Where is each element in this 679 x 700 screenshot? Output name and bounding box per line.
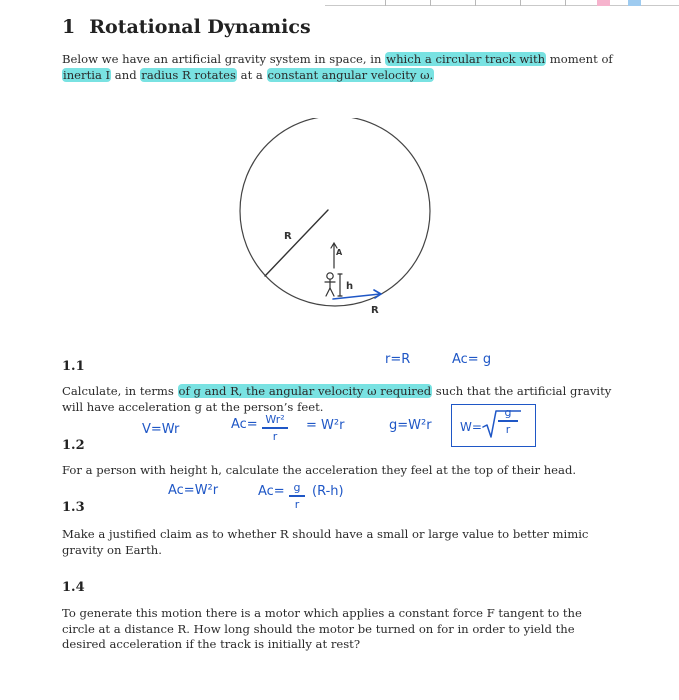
track-drawing xyxy=(230,118,440,323)
question-1-2-text: For a person with height h, calculate the acceleration they feel at the top of their head. xyxy=(62,463,577,477)
fraction-bar xyxy=(262,427,288,429)
handwritten-w-lhs: W= xyxy=(460,420,482,434)
intro-text: and xyxy=(111,67,141,82)
radius-line xyxy=(265,210,328,276)
fraction-numerator: g xyxy=(504,406,512,419)
intro-text: at a xyxy=(236,67,267,82)
fraction-bar xyxy=(289,495,305,497)
handwritten-ac-equals-g: Ac= g xyxy=(452,352,492,367)
fraction-denominator: r xyxy=(505,422,511,436)
toolbar-tick xyxy=(430,0,431,6)
section-title-text: Rotational Dynamics xyxy=(89,16,311,38)
intro-paragraph xyxy=(62,52,617,83)
handwritten-v-equals-wr: V=Wr xyxy=(142,422,180,437)
toolbar-tick xyxy=(385,0,386,6)
question-1-4-text: To generate this motion there is a motor which applies a constant force F tangent to the circle at a distance R. How long should the motor be turned on for in order to yield the desired acceleration if the track is initially at rest? xyxy=(62,606,582,651)
question-1-3-number: 1.3 xyxy=(62,500,85,515)
toolbar-divider xyxy=(325,5,679,6)
height-bracket xyxy=(338,274,342,296)
pink-highlighter-swatch[interactable] xyxy=(597,0,610,6)
question-highlight: of g and R, the angular velocity ω required xyxy=(178,384,432,398)
handwritten-ac3-lhs: Ac= xyxy=(258,484,285,499)
blue-highlighter-swatch[interactable] xyxy=(628,0,641,6)
top-toolbar-edge xyxy=(325,0,679,6)
section-title xyxy=(62,16,311,38)
accel-label: A xyxy=(336,248,343,257)
handwritten-g-equals-w2r: g=W²r xyxy=(389,418,432,433)
handwritten-w-fraction xyxy=(498,406,518,436)
section-number: 1 xyxy=(62,16,76,38)
handwritten-ac3-fraction xyxy=(289,481,305,511)
question-1-2-number: 1.2 xyxy=(62,438,85,453)
intro-highlight: inertia I xyxy=(63,67,111,82)
handwritten-ac-fraction xyxy=(262,413,288,443)
intro-highlight: radius R rotates xyxy=(141,67,236,82)
toolbar-tick xyxy=(475,0,476,6)
track-circle xyxy=(240,118,430,306)
handwritten-r-minus-h: (R-h) xyxy=(312,484,344,499)
intro-highlight: which a circular track with xyxy=(386,52,546,66)
handwritten-ac-lhs: Ac= xyxy=(231,417,258,432)
question-1-4-number: 1.4 xyxy=(62,580,85,595)
question-text: such that the artificial gravity will have acceleration g at the person’s feet. xyxy=(62,384,612,414)
handwritten-r-equals-R: r=R xyxy=(385,352,411,367)
height-label: h xyxy=(346,281,354,292)
question-text: Calculate, in terms xyxy=(62,384,178,398)
toolbar-tick xyxy=(520,0,521,6)
question-1-3-text: Make a justified claim as to whether R should have a small or large value to better mimic gravity on Earth. xyxy=(62,527,589,557)
intro-text: Below we have an artificial gravity system in space, in xyxy=(62,52,386,66)
fraction-denominator: r xyxy=(272,429,278,443)
intro-text: moment of xyxy=(546,52,613,66)
fraction-denominator: r xyxy=(294,497,300,511)
toolbar-tick xyxy=(565,0,566,6)
handwritten-w-squared-r: = W²r xyxy=(306,418,345,433)
radius-label: R xyxy=(284,231,292,242)
person-figure xyxy=(325,273,335,296)
velocity-label: R xyxy=(371,305,379,316)
fraction-numerator: Wr² xyxy=(265,413,285,426)
handwritten-ac-w2r: Ac=W²r xyxy=(168,483,219,498)
fraction-numerator: g xyxy=(293,481,301,494)
fraction-bar xyxy=(498,420,518,422)
intro-highlight: constant angular velocity ω. xyxy=(267,67,434,82)
circular-track-diagram xyxy=(230,118,440,323)
question-1-1-number: 1.1 xyxy=(62,359,85,374)
